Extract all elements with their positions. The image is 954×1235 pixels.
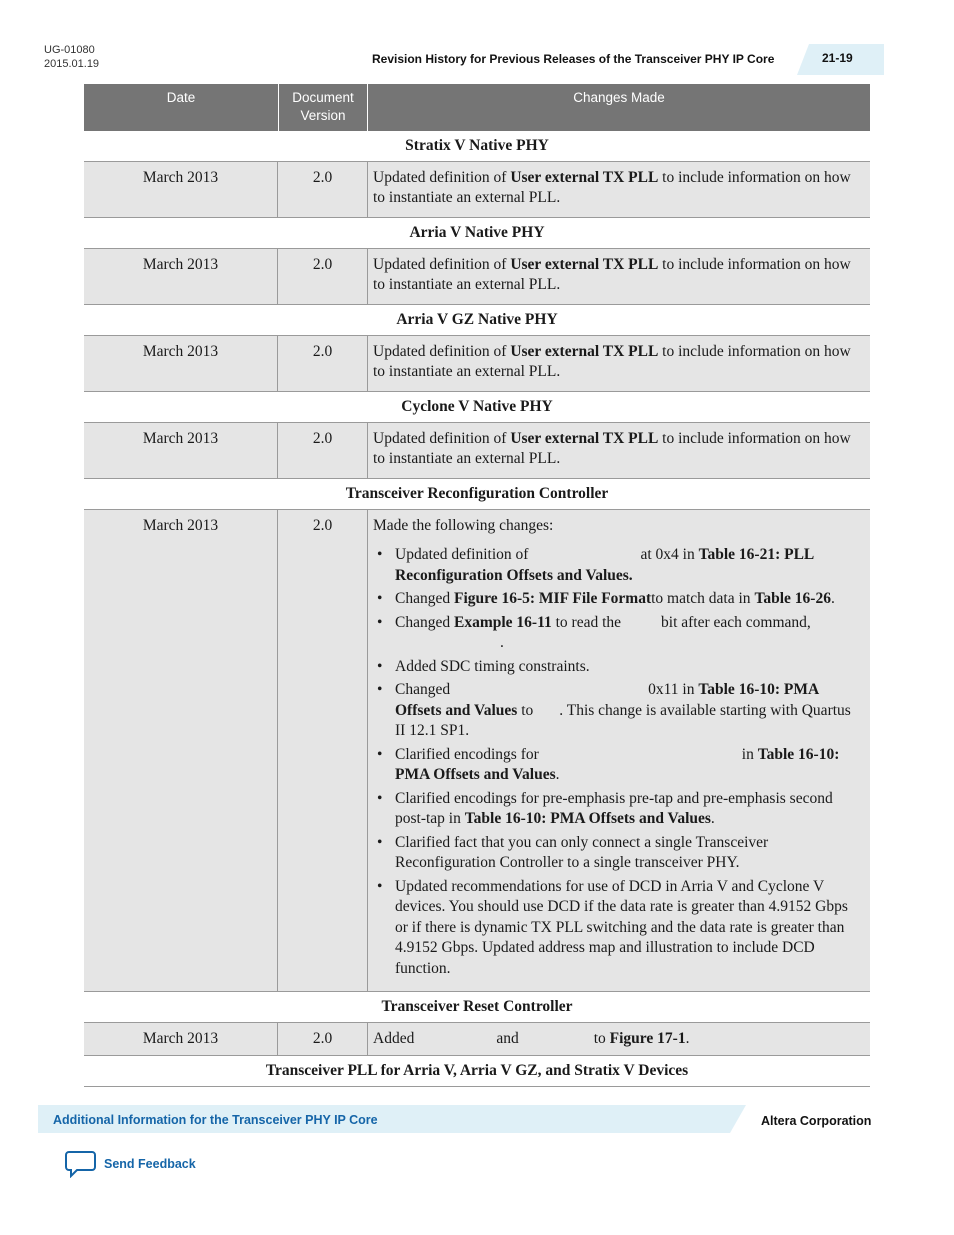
company-name: Altera Corporation [761, 1114, 872, 1128]
version-cell: 2.0 [278, 1023, 368, 1055]
version-cell: 2.0 [278, 162, 368, 217]
change-text: to include information on how to instantiate an external PLL. [373, 430, 851, 467]
changes-cell [368, 249, 870, 304]
date-cell: March 2013 [84, 249, 278, 304]
revision-history-table [84, 84, 870, 1087]
changes-intro: Made the following changes: [373, 517, 554, 534]
table-row [84, 423, 870, 479]
date-cell: March 2013 [84, 510, 278, 991]
list-item: • Changed Example 16-11 to read the bit after each command,. [373, 613, 862, 654]
version-cell: 2.0 [278, 510, 368, 991]
column-header-date: Date [166, 90, 196, 105]
speech-bubble-icon [65, 1150, 96, 1178]
table-header [84, 84, 870, 131]
parameter-name: User external TX PLL [510, 256, 659, 273]
list-item: • Clarified encodings for pre-emphasis pre-tap and pre-emphasis second post-tap in Table 16-10: PMA Offsets and Values. [373, 789, 862, 830]
page-number-tab [797, 44, 884, 75]
table-row [84, 162, 870, 218]
list-item: • Changed Figure 16-5: MIF File Formatto match data in Table 16-26. [373, 589, 862, 610]
list-item: • Clarified encodings for in Table 16-10: PMA Offsets and Values. [373, 745, 862, 786]
list-item: • Updated definition of at 0x4 in Table 16-21: PLL Reconfiguration Offsets and Values. [373, 545, 862, 586]
change-text: to include information on how to instantiate an external PLL. [373, 256, 851, 293]
section-heading: Transceiver Reconfiguration Controller [84, 479, 870, 510]
column-header-version: Document Version [278, 84, 368, 131]
change-text: Updated definition of [373, 343, 511, 360]
footer-link[interactable]: Additional Information for the Transceiver PHY IP Core [53, 1113, 378, 1127]
changes-cell: Added and to Figure 17-1. [373, 1030, 690, 1047]
column-header-changes: Changes Made [573, 90, 665, 105]
changes-cell [368, 162, 870, 217]
parameter-name: User external TX PLL [510, 343, 659, 360]
list-item: • Added SDC timing constraints. [373, 657, 862, 678]
change-text: Updated definition of [373, 430, 511, 447]
list-item: • Updated recommendations for use of DCD in Arria V and Cyclone V devices. You should use DCD if the data rate is greater than 4.9152 Gbps or if there is dynamic TX PLL switching and the data rate is greater than 4.9152 Gbps. Updated address map and illustration to include DCD function. [373, 877, 862, 980]
section-heading: Arria V Native PHY [84, 218, 870, 249]
changes-list [373, 545, 862, 979]
section-heading: Cyclone V Native PHY [84, 392, 870, 423]
section-heading: Transceiver PLL for Arria V, Arria V GZ, and Stratix V Devices [84, 1056, 870, 1087]
page-number: 21-19 [822, 51, 853, 65]
table-row [84, 336, 870, 392]
changes-cell [368, 336, 870, 391]
date-cell: March 2013 [84, 162, 278, 217]
date-cell: March 2013 [84, 423, 278, 478]
document-id: UG-01080 [44, 44, 95, 56]
table-row [84, 510, 870, 992]
parameter-name: User external TX PLL [510, 430, 659, 447]
list-item: • Changed 0x11 in Table 16-10: PMA Offsets and Values to . This change is available starting with Quartus II 12.1 SP1. [373, 680, 862, 742]
section-heading: Stratix V Native PHY [84, 131, 870, 162]
change-text: Updated definition of [373, 169, 511, 186]
version-cell: 2.0 [278, 249, 368, 304]
document-id-block [44, 43, 99, 71]
table-row [84, 249, 870, 305]
document-date: 2015.01.19 [44, 58, 100, 70]
date-cell: March 2013 [84, 1023, 278, 1055]
table-row [84, 1023, 870, 1056]
version-cell: 2.0 [278, 336, 368, 391]
date-cell: March 2013 [84, 336, 278, 391]
change-text: Updated definition of [373, 256, 511, 273]
send-feedback-label: Send Feedback [104, 1157, 196, 1171]
section-heading: Transceiver Reset Controller [84, 992, 870, 1023]
change-text: to include information on how to instantiate an external PLL. [373, 343, 851, 380]
changes-cell [368, 423, 870, 478]
changes-cell [368, 510, 870, 991]
running-header-title: Revision History for Previous Releases of the Transceiver PHY IP Core [372, 52, 775, 66]
version-cell: 2.0 [278, 423, 368, 478]
list-item: • Clarified fact that you can only connect a single Transceiver Reconfiguration Controller to a single transceiver PHY. [373, 833, 862, 874]
send-feedback-link[interactable] [65, 1150, 196, 1178]
change-text: to include information on how to instantiate an external PLL. [373, 169, 851, 206]
parameter-name: User external TX PLL [510, 169, 659, 186]
section-heading: Arria V GZ Native PHY [84, 305, 870, 336]
